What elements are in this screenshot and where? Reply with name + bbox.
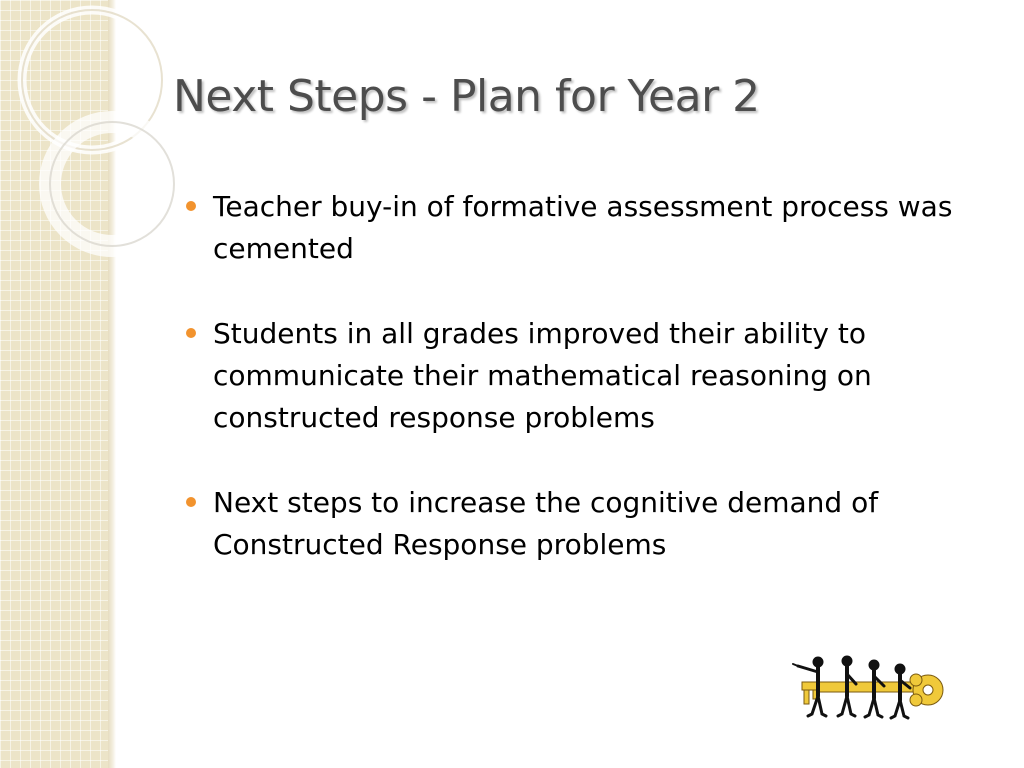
- people-carrying-key-icon: [790, 652, 950, 724]
- bullet-dot-icon: [186, 328, 196, 338]
- bullet-list: [186, 186, 1006, 609]
- bullet-text: Students in all grades improved their ability to communicate their mathematical reasoning on constructed response problems: [213, 317, 872, 434]
- decorative-rings: [0, 0, 200, 260]
- bullet-dot-icon: [186, 497, 196, 507]
- bullet-item: [186, 186, 1006, 270]
- bullet-dot-icon: [186, 201, 196, 211]
- bullet-text: Next steps to increase the cognitive demand of Constructed Response problems: [213, 486, 879, 561]
- bullet-item: [186, 482, 1006, 566]
- bullet-text: Teacher buy-in of formative assessment process was cemented: [213, 190, 953, 265]
- slide-title: Next Steps - Plan for Year 2: [173, 71, 760, 122]
- bullet-item: [186, 313, 1006, 439]
